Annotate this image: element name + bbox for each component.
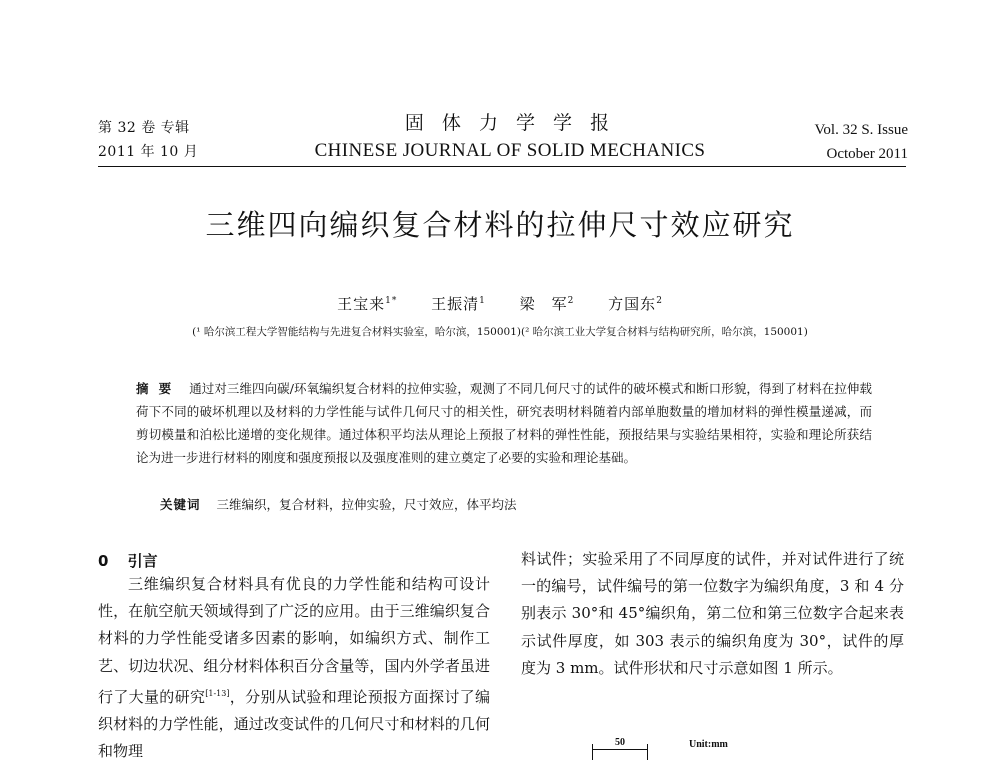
issue-info-en xyxy=(815,118,909,166)
abstract-label: 摘要 xyxy=(136,381,182,396)
volume-en: Vol. 32 S. Issue xyxy=(814,122,908,138)
author xyxy=(608,295,663,313)
paper-title: 三维四向编织复合材料的拉伸尺寸效应研究 xyxy=(205,208,795,242)
body-text: ，分别从试验和理论预报方面探讨了编织材料的力学性能，通过改变试件的几何尺寸和材料的几何和物理 xyxy=(98,687,490,761)
date-en: October 2011 xyxy=(826,146,908,162)
journal-name-en: CHINESE JOURNAL OF SOLID MECHANICS xyxy=(314,140,706,161)
abstract-text: 通过对三维四向碳/环氧编织复合材料的拉伸实验，观测了不同几何尺寸的试件的破坏模式和断口形貌，得到了材料在拉伸载荷下不同的破坏机理以及材料的力学性能与试件几何尺寸的相关性，研究表明材料随着内部单胞数量的增加材料的弹性模量递减，而剪切模量和泊松比递增的变化规律。通过体积平均法从理论上预报了材料的弹性性能，预报结果与实验结果相符，实验和理论所获结论为进一步进行材料的刚度和强度预报以及强度准则的建立奠定了必要的实验和理论基础。 xyxy=(136,381,872,465)
citation-ref[interactable]: [1-13] xyxy=(205,688,230,698)
figure-dimension-line xyxy=(592,744,593,760)
keywords xyxy=(160,495,860,515)
issue-info-cn xyxy=(98,116,198,164)
author-name: 方国东 xyxy=(608,295,657,313)
volume-cn: 第 32 卷 专辑 xyxy=(98,120,190,136)
keywords-text: 三维编织，复合材料，拉伸实验，尺寸效应，体平均法 xyxy=(216,497,517,512)
section-number: 0 xyxy=(98,552,109,570)
figure-dimension-line xyxy=(647,744,648,760)
author-affiliation-mark: 1 xyxy=(479,296,486,306)
affiliations: (¹ 哈尔滨工程大学智能结构与先进复合材料实验室，哈尔滨，150001)(² 哈尔滨工业大学复合材料与结构研究所，哈尔滨，150001) xyxy=(192,326,808,338)
body-column-left xyxy=(98,571,490,765)
abstract xyxy=(136,377,872,469)
journal-name xyxy=(240,112,780,164)
figure-unit-label: Unit:mm xyxy=(689,739,728,750)
body-paragraph: 料试件；实验采用了不同厚度的试件，并对试件进行了统一的编号，试件编号的第一位数字为编织角度，3 和 4 分别表示 30°和 45°编织角，第二位和第三位数字合起来表示试件厚度，如 303 表示的编织角度为 30°，试件的厚度为 3 mm。试件形状和尺寸示意如图 1 所示。 xyxy=(521,550,904,677)
body-column-right xyxy=(521,546,904,682)
date-cn: 2011 年 10 月 xyxy=(98,144,199,160)
author-affiliation-mark: 1* xyxy=(385,296,398,306)
author-list xyxy=(0,293,1000,314)
body-paragraph xyxy=(98,571,490,765)
author-name: 王宝来 xyxy=(337,295,386,313)
section-title: 引言 xyxy=(127,552,158,570)
keywords-label: 关键词 xyxy=(160,497,201,512)
figure-dimension-label: 50 xyxy=(592,736,648,750)
author-affiliation-mark: 2 xyxy=(567,296,575,306)
author-affiliation-mark: 2 xyxy=(656,296,663,306)
author-name: 梁 军 xyxy=(519,295,568,313)
section-heading xyxy=(98,550,158,571)
header-rule xyxy=(98,166,906,167)
author xyxy=(337,295,397,313)
author xyxy=(431,295,486,313)
author-name: 王振清 xyxy=(431,295,480,313)
author xyxy=(520,295,575,313)
body-text: 三维编织复合材料具有优良的力学性能和结构可设计性，在航空航天领域得到了广泛的应用。由于三维编织复合材料的力学性能受诸多因素的影响，如编织方式、制作工艺、切边状况、组分材料体积百分含量等，国内外学者虽进行了大量的研究 xyxy=(98,575,490,706)
journal-name-cn: 固 体 力 学 学 报 xyxy=(404,112,616,134)
